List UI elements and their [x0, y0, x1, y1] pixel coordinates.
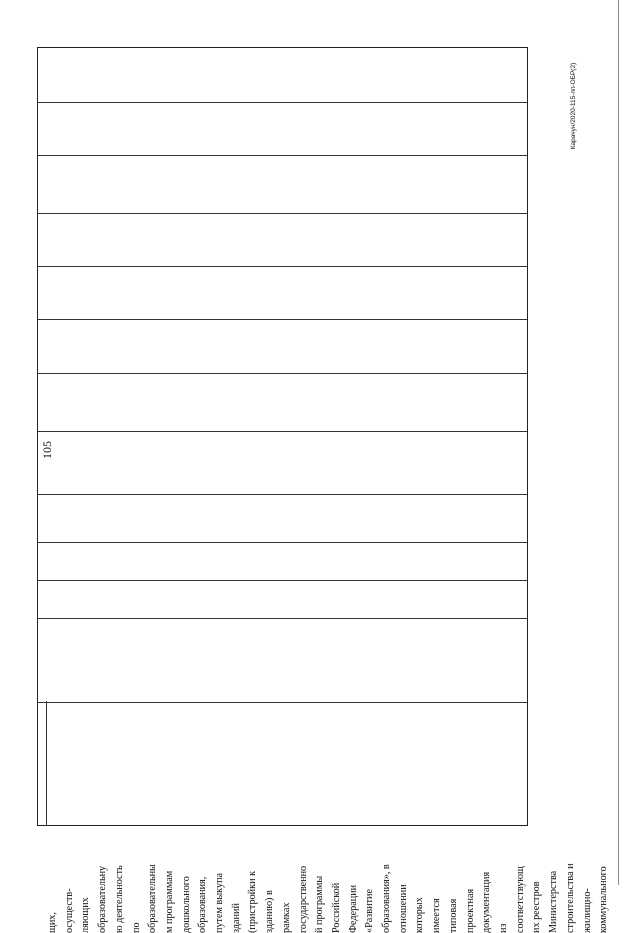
page-number: 105 — [40, 441, 54, 459]
document-code: Карачун/2020-115-пп-ОБР(2) — [570, 62, 577, 150]
row-divider — [38, 213, 527, 214]
row-divider — [38, 319, 527, 320]
row-divider — [38, 266, 527, 267]
row-divider — [38, 580, 527, 581]
row-divider — [38, 102, 527, 103]
row-divider — [38, 373, 527, 374]
row-divider — [38, 431, 527, 432]
row-divider — [38, 155, 527, 156]
row-divider — [38, 542, 527, 543]
row-divider — [38, 494, 527, 495]
cell-text: щих, осуществ- ляющих образовательну ю деятельность по образовательны м программам дошкольного образования, путем выкупа зданий (пристройки к зданию) в рамках государственно й программы Российской Федерации «Развитие образования», в отношении которых имеется типовая проектная документация из соответствующ их реестров Министерства строительства и жилищно- коммунального — [47, 863, 610, 933]
table-cell-description — [45, 693, 610, 933]
right-margin-rule — [618, 0, 619, 885]
row-divider — [38, 618, 527, 619]
